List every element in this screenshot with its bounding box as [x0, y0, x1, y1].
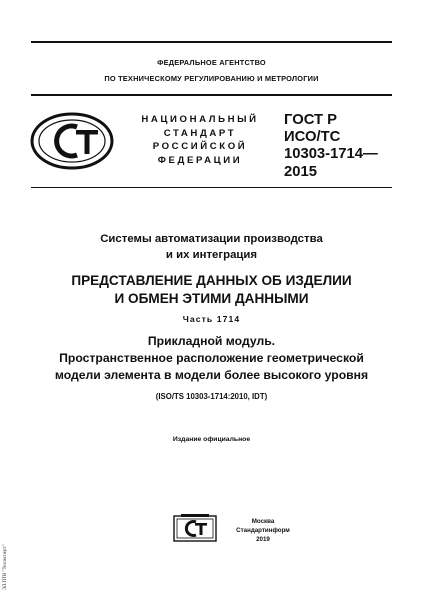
subtitle-line-2: и их интеграция [165, 249, 258, 261]
subtitle-line-1: Системы автоматизации производства [100, 233, 323, 245]
gost-line-4: 2015 [284, 163, 317, 180]
national-line-2: СТАНДАРТ [163, 127, 237, 139]
standartinform-logo-icon [173, 513, 217, 543]
header-rule [31, 94, 392, 96]
part-label: Часть 1714 [182, 314, 241, 324]
gost-line-1: ГОСТ Р [284, 112, 338, 128]
edition-label: Издание официальное [172, 436, 251, 443]
agency-line-1: ФЕДЕРАЛЬНОЕ АГЕНТСТВО [157, 58, 266, 67]
publisher-city: Москва [251, 518, 275, 525]
national-line-4: ФЕДЕРАЦИИ [157, 154, 243, 166]
iso-reference: (ISO/TS 10303-1714:2010, IDT) [155, 392, 268, 401]
module-line-1: Прикладной модуль. [147, 334, 276, 348]
national-line-1: НАЦИОНАЛЬНЫЙ [141, 114, 259, 125]
publisher-name: Стандартинформ [236, 526, 290, 534]
gost-line-2: ИСО/ТС [284, 129, 341, 146]
national-line-3: РОССИЙСКОЙ [152, 141, 248, 153]
block-rule [31, 187, 392, 188]
rst-seal-icon [30, 112, 114, 170]
national-standard-label [126, 113, 274, 167]
main-title-line-1: ПРЕДСТАВЛЕНИЕ ДАННЫХ ОБ ИЗДЕЛИИ [71, 273, 352, 288]
gost-line-3: 10303-1714— [284, 146, 378, 163]
module-line-2: Пространственное расположение геометрической [59, 351, 364, 365]
top-rule [31, 41, 392, 43]
gost-designation [284, 112, 378, 181]
module-line-3: модели элемента в модели более высокого уровня [54, 368, 369, 382]
publisher-block [218, 518, 308, 544]
agency-line-2: ПО ТЕХНИЧЕСКОМУ РЕГУЛИРОВАНИЮ И МЕТРОЛОГИИ [104, 74, 319, 83]
publication-year: 2019 [256, 535, 270, 543]
main-title-line-2: И ОБМЕН ЭТИМИ ДАННЫМИ [114, 291, 309, 306]
side-watermark: ЭЛ.ПТВ "Техэксперт" [3, 544, 8, 590]
